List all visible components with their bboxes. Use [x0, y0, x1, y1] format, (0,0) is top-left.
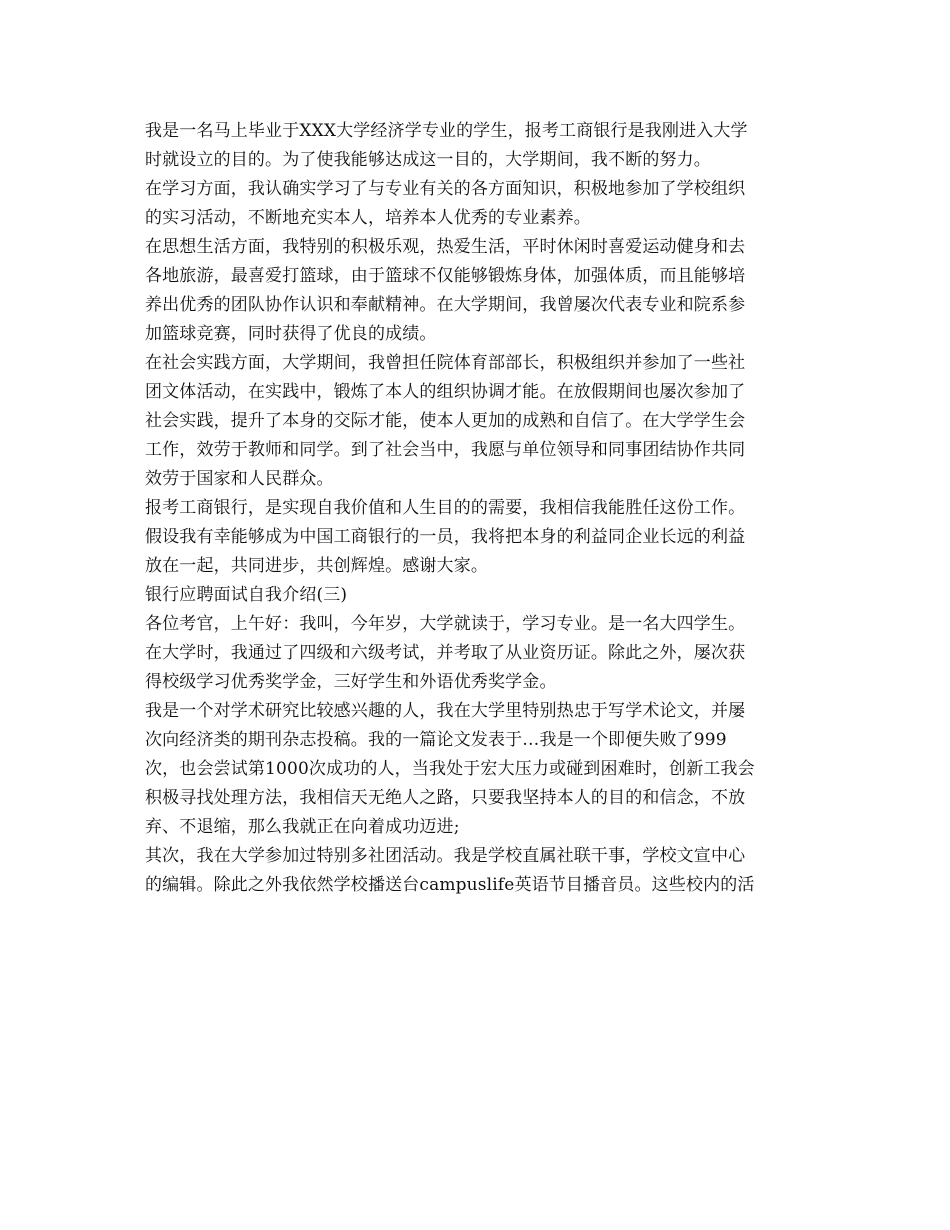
text-line: 的编辑。除此之外我依然学校播送台campuslife英语节目播音员。这些校内的活: [145, 875, 755, 895]
text-line: 假设我有幸能够成为中国工商银行的一员，我将把本身的利益同企业长远的利益: [145, 527, 746, 547]
text-line: 团文体活动，在实践中，锻炼了本人的组织协调才能。在放假期间也屡次参加了: [145, 382, 746, 402]
text-line: 社会实践，提升了本身的交际才能，使本人更加的成熟和自信了。在大学学生会: [145, 411, 746, 431]
text-line: 工作，效劳于教师和同学。到了社会当中，我愿与单位领导和同事团结协作共同: [145, 440, 746, 460]
text-line: 加篮球竞赛，同时获得了优良的成绩。: [145, 324, 437, 344]
text-line: 次向经济类的期刊杂志投稿。我的一篇论文发表于…我是一个即便失败了999: [145, 730, 727, 750]
text-line: 时就设立的目的。为了使我能够达成这一目的，大学期间，我不断的努力。: [145, 150, 711, 170]
text-line: 各地旅游，最喜爱打篮球，由于篮球不仅能够锻炼身体，加强体质，而且能够培: [145, 266, 746, 286]
text-line: 我是一个对学术研究比较感兴趣的人，我在大学里特别热忠于写学术论文，并屡: [145, 701, 746, 721]
text-line: 得校级学习优秀奖学金，三好学生和外语优秀奖学金。: [145, 672, 557, 692]
text-line: 养出优秀的团队协作认识和奉献精神。在大学期间，我曾屡次代表专业和院系参: [145, 295, 746, 315]
document-body: [145, 117, 810, 900]
text-line: 在思想生活方面，我特别的积极乐观，热爱生活，平时休闲时喜爱运动健身和去: [145, 237, 746, 257]
section-heading: 银行应聘面试自我介绍(三): [145, 585, 348, 605]
text-line: 报考工商银行，是实现自我价值和人生目的的需要，我相信我能胜任这份工作。: [145, 498, 746, 518]
text-line: 我是一名马上毕业于XXX大学经济学专业的学生，报考工商银行是我刚进入大学: [145, 121, 748, 141]
text-line: 放在一起，共同进步，共创辉煌。感谢大家。: [145, 556, 488, 576]
text-line: 其次，我在大学参加过特别多社团活动。我是学校直属社联干事，学校文宣中心: [145, 846, 746, 866]
text-line: 各位考官，上午好：我叫，今年岁，大学就读于，学习专业。是一名大四学生。: [145, 614, 746, 634]
text-line: 的实习活动，不断地充实本人，培养本人优秀的专业素养。: [145, 208, 591, 228]
text-line: 在社会实践方面，大学期间，我曾担任院体育部部长，积极组织并参加了一些社: [145, 353, 746, 373]
text-line: 在大学时，我通过了四级和六级考试，并考取了从业资历证。除此之外，屡次获: [145, 643, 746, 663]
text-line: 效劳于国家和人民群众。: [145, 469, 334, 489]
text-line: 积极寻找处理方法，我相信天无绝人之路，只要我坚持本人的目的和信念，不放: [145, 788, 746, 808]
text-line: 弃、不退缩，那么我就正在向着成功迈进;: [145, 817, 460, 837]
text-line: 在学习方面，我认确实学习了与专业有关的各方面知识，积极地参加了学校组织: [145, 179, 746, 199]
text-line: 次，也会尝试第1000次成功的人，当我处于宏大压力或碰到困难时，创新工我会: [145, 759, 755, 779]
